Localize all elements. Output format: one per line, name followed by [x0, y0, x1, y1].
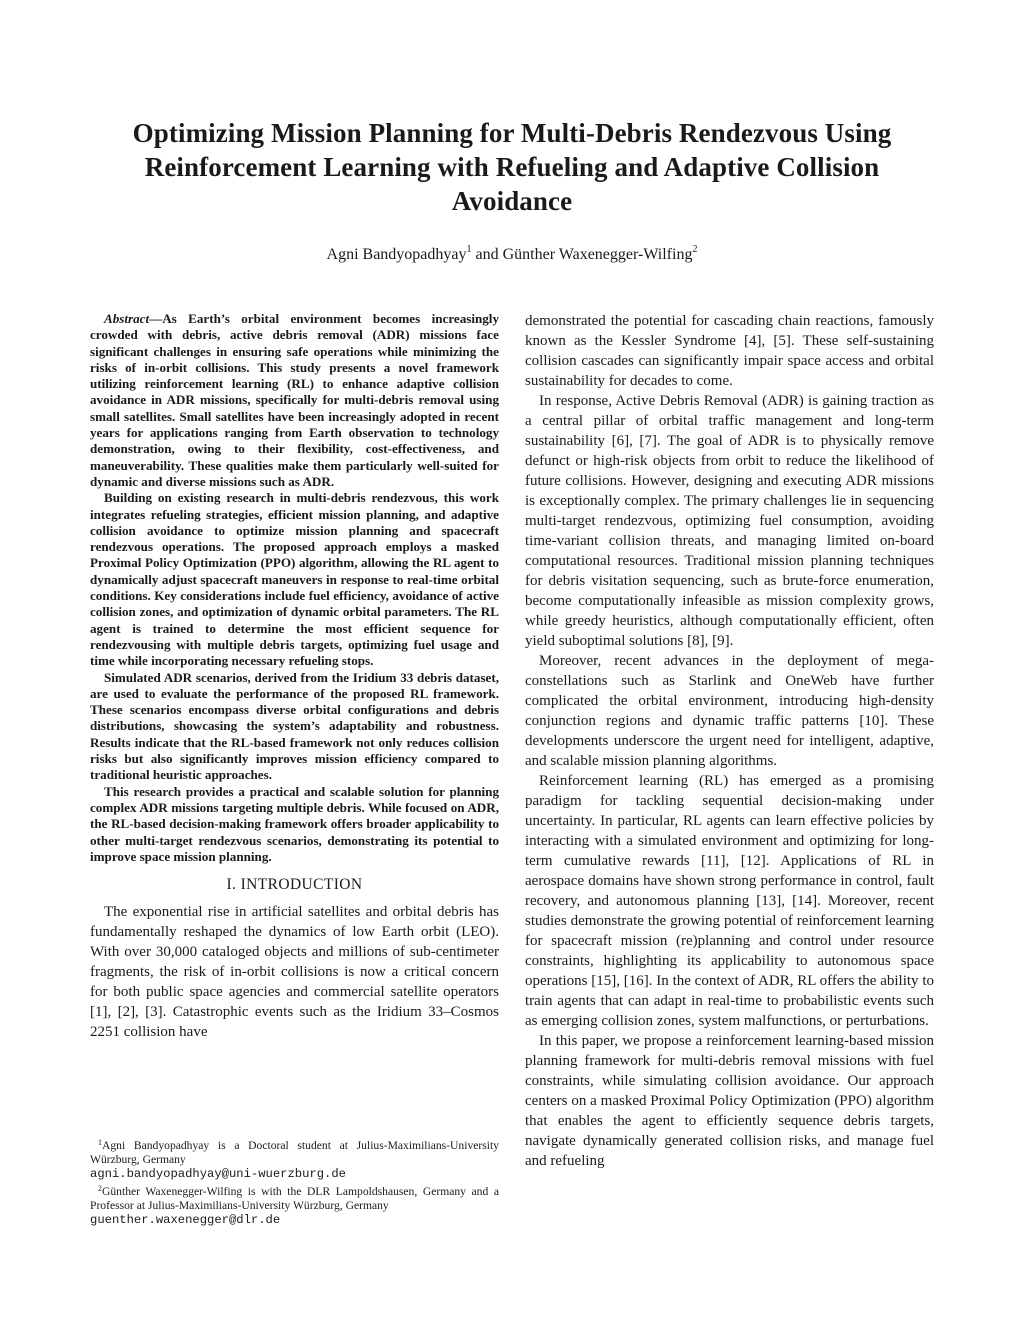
author-connector: and [471, 246, 503, 263]
footnote-2-email: guenther.waxenegger@dlr.de [90, 1213, 281, 1228]
body-paragraph: demonstrated the potential for cascading chain reactions, famously known as the Kessler Syndrome [4], [5]. These self-sustaining collision cascades can significantly impair space access and orbital sustainability for decades to come. [525, 313, 934, 389]
title-block [90, 116, 934, 218]
section-heading-introduction: I. INTRODUCTION [226, 876, 363, 894]
footnotes [90, 1136, 499, 1227]
footnote-1-email: agni.bandyopadhyay@uni-wuerzburg.de [90, 1167, 346, 1182]
abstract-label: Abstract [104, 311, 150, 326]
footnote-2-mark: 2 [98, 1183, 102, 1193]
paper-title: Optimizing Mission Planning for Multi-Debris Rendezvous Using Reinforcement Learning with Refueling and Adaptive Collision Avoidance [132, 118, 892, 216]
footnote-2-text: Günther Waxenegger-Wilfing is with the DLR Lampoldshausen, Germany and a Professor at Julius-Maximilians-University Würzburg, Germany [90, 1184, 499, 1212]
author-1-name: Agni Bandyopadhyay [326, 246, 467, 263]
footnote-1-text: Agni Bandyopadhyay is a Doctoral student at Julius-Maximilians-University Würzburg, Germany [90, 1139, 499, 1167]
footnote-1-mark: 1 [98, 1138, 102, 1147]
abstract-text: As Earth’s orbital environment becomes increasingly crowded with debris, active debris removal (ADR) missions face significant challenges in ensuring safe operations while minimizing the risks of in-orbit collisions. This study presents a novel framework utilizing reinforcement learning (RL) to enhance adaptive collision avoidance in ADR missions, specifically for multi-debris removal using small satellites. Small satellites have been increasingly adopted in recent years for applications ranging from Earth observation to technology demonstration, owing to their flexibility, cost-effectiveness, and maneuverability. These qualities make them particularly well-suited for dynamic and diverse missions such as ADR. [90, 311, 499, 489]
abstract-dash: — [149, 311, 163, 326]
right-column [525, 311, 934, 1171]
abstract-paragraph: Simulated ADR scenarios, derived from the Iridium 33 debris dataset, are used to evaluate the performance of the proposed RL framework. These scenarios encompass diverse orbital configurations and debris distributions, showcasing the system’s adaptability and robustness. Results indicate that the RL-based framework not only reduces collision risks but also significantly improves mission efficiency compared to traditional heuristic approaches. [90, 669, 499, 783]
abstract-paragraph: Building on existing research in multi-debris rendezvous, this work integrates refueling strategies, efficient mission planning, and adaptive collision avoidance to optimize mission planning and spacecraft rendezvous operations. The proposed approach employs a masked Proximal Policy Optimization (PPO) algorithm, allowing the RL agent to dynamically adjust spacecraft maneuvers in response to real-time orbital conditions. Key considerations include fuel efficiency, avoidance of active collision zones, and optimization of dynamic orbital parameters. The RL agent is trained to determine the most efficient sequence for rendezvousing with multiple debris targets, optimizing fuel usage and time while incorporating necessary refueling stops. [90, 490, 499, 669]
body-paragraph: In this paper, we propose a reinforcement learning-based mission planning framework for multi-debris removal missions with fuel constraints, while simulating collision avoidance. Our approach centers on a masked Proximal Policy Optimization (PPO) algorithm that enables the agent to efficiently sequence debris targets, navigate dynamically generated collision risks, and manage fuel and refueling [525, 1033, 934, 1169]
abstract-paragraph: This research provides a practical and scalable solution for planning complex ADR missions targeting multiple debris. While focused on ADR, the RL-based decision-making framework offers broader applicability to other multi-target rendezvous scenarios, demonstrating its potential to improve space mission planning. [90, 783, 499, 864]
body-paragraph: The exponential rise in artificial satellites and orbital debris has fundamentally reshaped the dynamics of low Earth orbit (LEO). With over 30,000 cataloged objects and millions of sub-centimeter fragments, the risk of in-orbit collisions is now a critical concern for both public space agencies and commercial satellite operators [1], [2], [3]. Catastrophic events such as the Iridium 33–Cosmos 2251 collision have [90, 904, 499, 1041]
left-column [90, 311, 499, 1042]
author-1-affiliation-mark: 1 [466, 244, 472, 255]
abstract-paragraph [90, 311, 499, 490]
footnote-1 [90, 1136, 499, 1182]
body-paragraph: Reinforcement learning (RL) has emerged as a promising paradigm for tackling sequential decision-making under uncertainty. In particular, RL agents can learn effective policies by interacting with a simulated environment and optimizing for long-term cumulative rewards [11], [12]. Applications of RL in aerospace domains have shown strong performance in control, fault recovery, and autonomous planning [13], [14]. Moreover, recent studies demonstrate the growing potential of reinforcement learning for spacecraft mission (re)planning and control under resource constraints, highlighting its applicability to autonomous space operations [15], [16]. In the context of ADR, RL offers the ability to train agents that can adapt in real-time to probabilistic events such as emerging collision zones, system malfunctions, or perturbations. [525, 773, 934, 1029]
body-paragraph: In response, Active Debris Removal (ADR) is gaining traction as a central pillar of orbital traffic management and long-term sustainability [6], [7]. The goal of ADR is to physically remove defunct or high-risk objects from orbit to reduce the likelihood of future collisions. However, designing and executing ADR missions is exceptionally complex. The primary challenges lie in sequencing multi-target rendezvous, optimizing fuel consumption, avoiding time-variant collision threats, and managing limited on-board computational resources. Traditional mission planning techniques for debris visitation sequencing, such as brute-force enumeration, become computationally infeasible as mission complexity grows, while greedy heuristics, although computationally efficient, often yield suboptimal solutions [8], [9]. [525, 393, 934, 649]
author-2-name: Günther Waxenegger-Wilfing [502, 246, 693, 263]
author-line [0, 244, 1024, 264]
footnote-2 [90, 1182, 499, 1228]
body-paragraph: Moreover, recent advances in the deployment of mega-constellations such as Starlink and OneWeb have further complicated the orbital environment, introducing high-density conjunction regions and dynamic traffic patterns [10]. These developments underscore the urgent need for intelligent, adaptive, and scalable mission planning algorithms. [525, 653, 934, 769]
author-2-affiliation-mark: 2 [692, 244, 698, 255]
